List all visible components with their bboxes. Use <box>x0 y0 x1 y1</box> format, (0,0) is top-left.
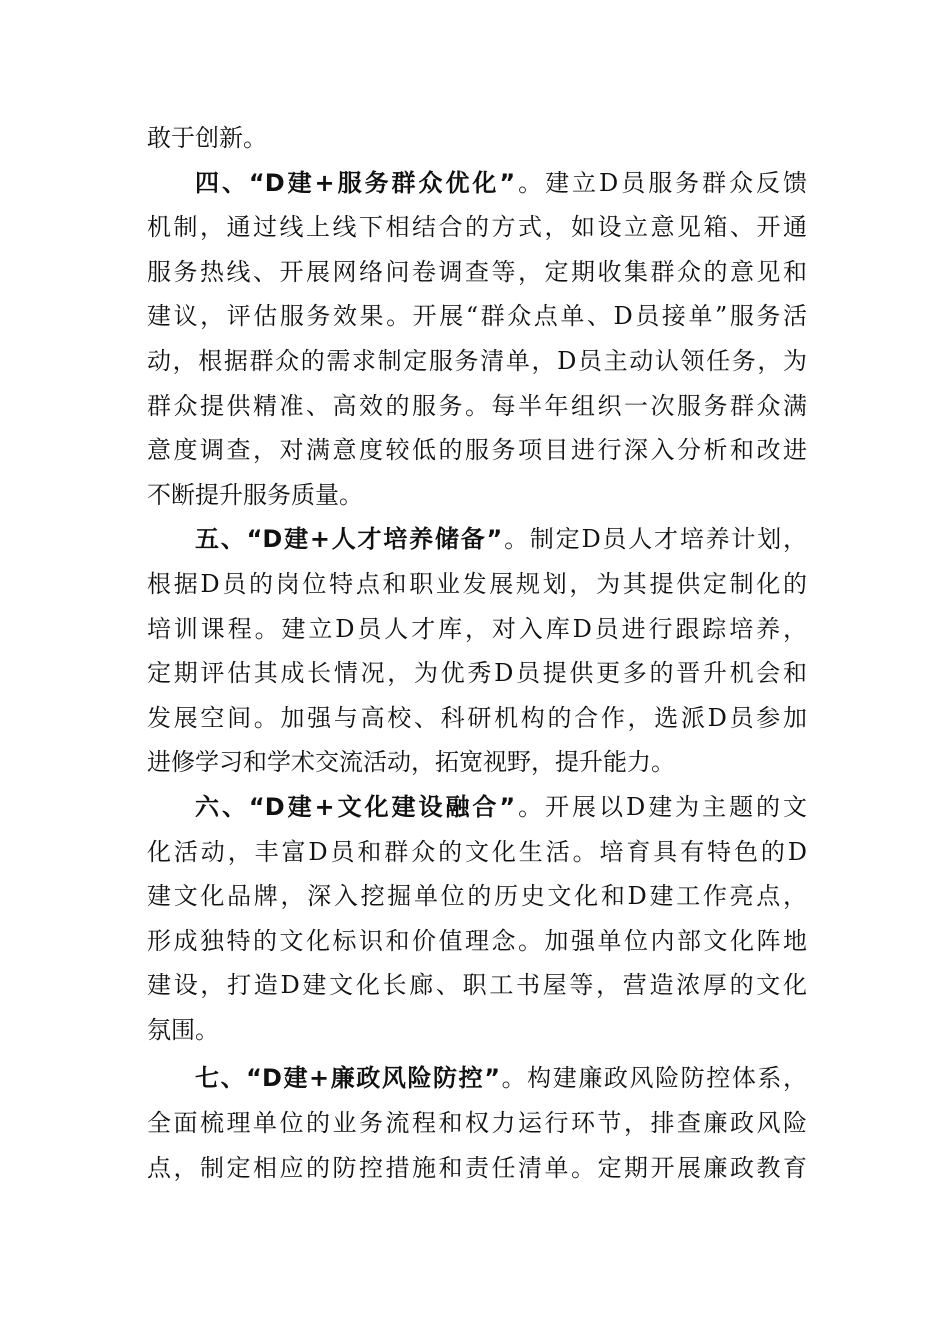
text-line: 根据D员的岗位特点和职业发展规划，为其提供定制化的 <box>147 569 807 598</box>
text-line: 进修学习和学术交流活动，拓宽视野，提升能力。 <box>147 748 675 777</box>
text-line: 建设，打造D建文化长廊、职工书屋等，营造浓厚的文化 <box>147 971 807 1000</box>
section-heading: 六、“D建+文化建设融合” <box>195 792 516 821</box>
text-span: 。制定D员人才培养计划， <box>502 525 808 554</box>
text-span: 。建立D员服务群众反馈 <box>515 168 807 197</box>
section-heading: 七、“D建+廉政风险防控” <box>195 1064 500 1093</box>
paragraph-section-4 <box>147 161 807 518</box>
section-heading: 四、“D建+服务群众优化” <box>195 168 516 197</box>
document-body <box>147 116 807 1190</box>
text-line: 培训课程。建立D员人才库，对入库D员进行跟踪培养， <box>147 614 807 643</box>
text-line: 形成独特的文化标识和价值理念。加强单位内部文化阵地 <box>147 926 807 955</box>
text-line: 动，根据群众的需求制定服务清单，D员主动认领任务，为 <box>147 346 807 375</box>
section-heading-line <box>147 517 807 562</box>
section-heading: 五、“D建+人才培养储备” <box>195 525 503 554</box>
paragraph-section-7 <box>147 1056 807 1190</box>
text-line: 建文化品牌，深入挖掘单位的历史文化和D建工作亮点， <box>147 882 807 911</box>
text-line: 点，制定相应的防控措施和责任清单。定期开展廉政教育 <box>147 1153 807 1182</box>
section-heading-line <box>147 785 807 830</box>
section-heading-line <box>147 1056 807 1101</box>
paragraph-section-5 <box>147 517 807 785</box>
text-line: 化活动，丰富D员和群众的文化生活。培育具有特色的D <box>147 837 807 866</box>
section-heading-line <box>147 161 807 206</box>
text-line: 定期评估其成长情况，为优秀D员提供更多的晋升机会和 <box>147 659 807 688</box>
text-line: 建议，评估服务效果。开展“群众点单、D员接单”服务活 <box>147 302 807 331</box>
text-line: 发展空间。加强与高校、科研机构的合作，选派D员参加 <box>147 703 807 732</box>
text-line: 不断提升服务质量。 <box>147 480 363 509</box>
text-span: 。开展以D建为主题的文 <box>515 792 807 821</box>
text-line: 机制，通过线上线下相结合的方式，如设立意见箱、开通 <box>147 213 807 242</box>
text-line: 氛围。 <box>147 1015 219 1044</box>
text-line: 敢于创新。 <box>147 124 267 152</box>
text-line: 服务热线、开展网络问卷调查等，定期收集群众的意见和 <box>147 257 807 286</box>
paragraph-section-6 <box>147 785 807 1053</box>
text-span: 。构建廉政风险防控体系， <box>500 1064 808 1093</box>
text-line: 意度调查，对满意度较低的服务项目进行深入分析和改进 <box>147 436 807 465</box>
paragraph-intro-end <box>147 116 807 161</box>
text-line: 全面梳理单位的业务流程和权力运行环节，排查廉政风险 <box>147 1109 807 1138</box>
text-line: 群众提供精准、高效的服务。每半年组织一次服务群众满 <box>147 391 807 420</box>
